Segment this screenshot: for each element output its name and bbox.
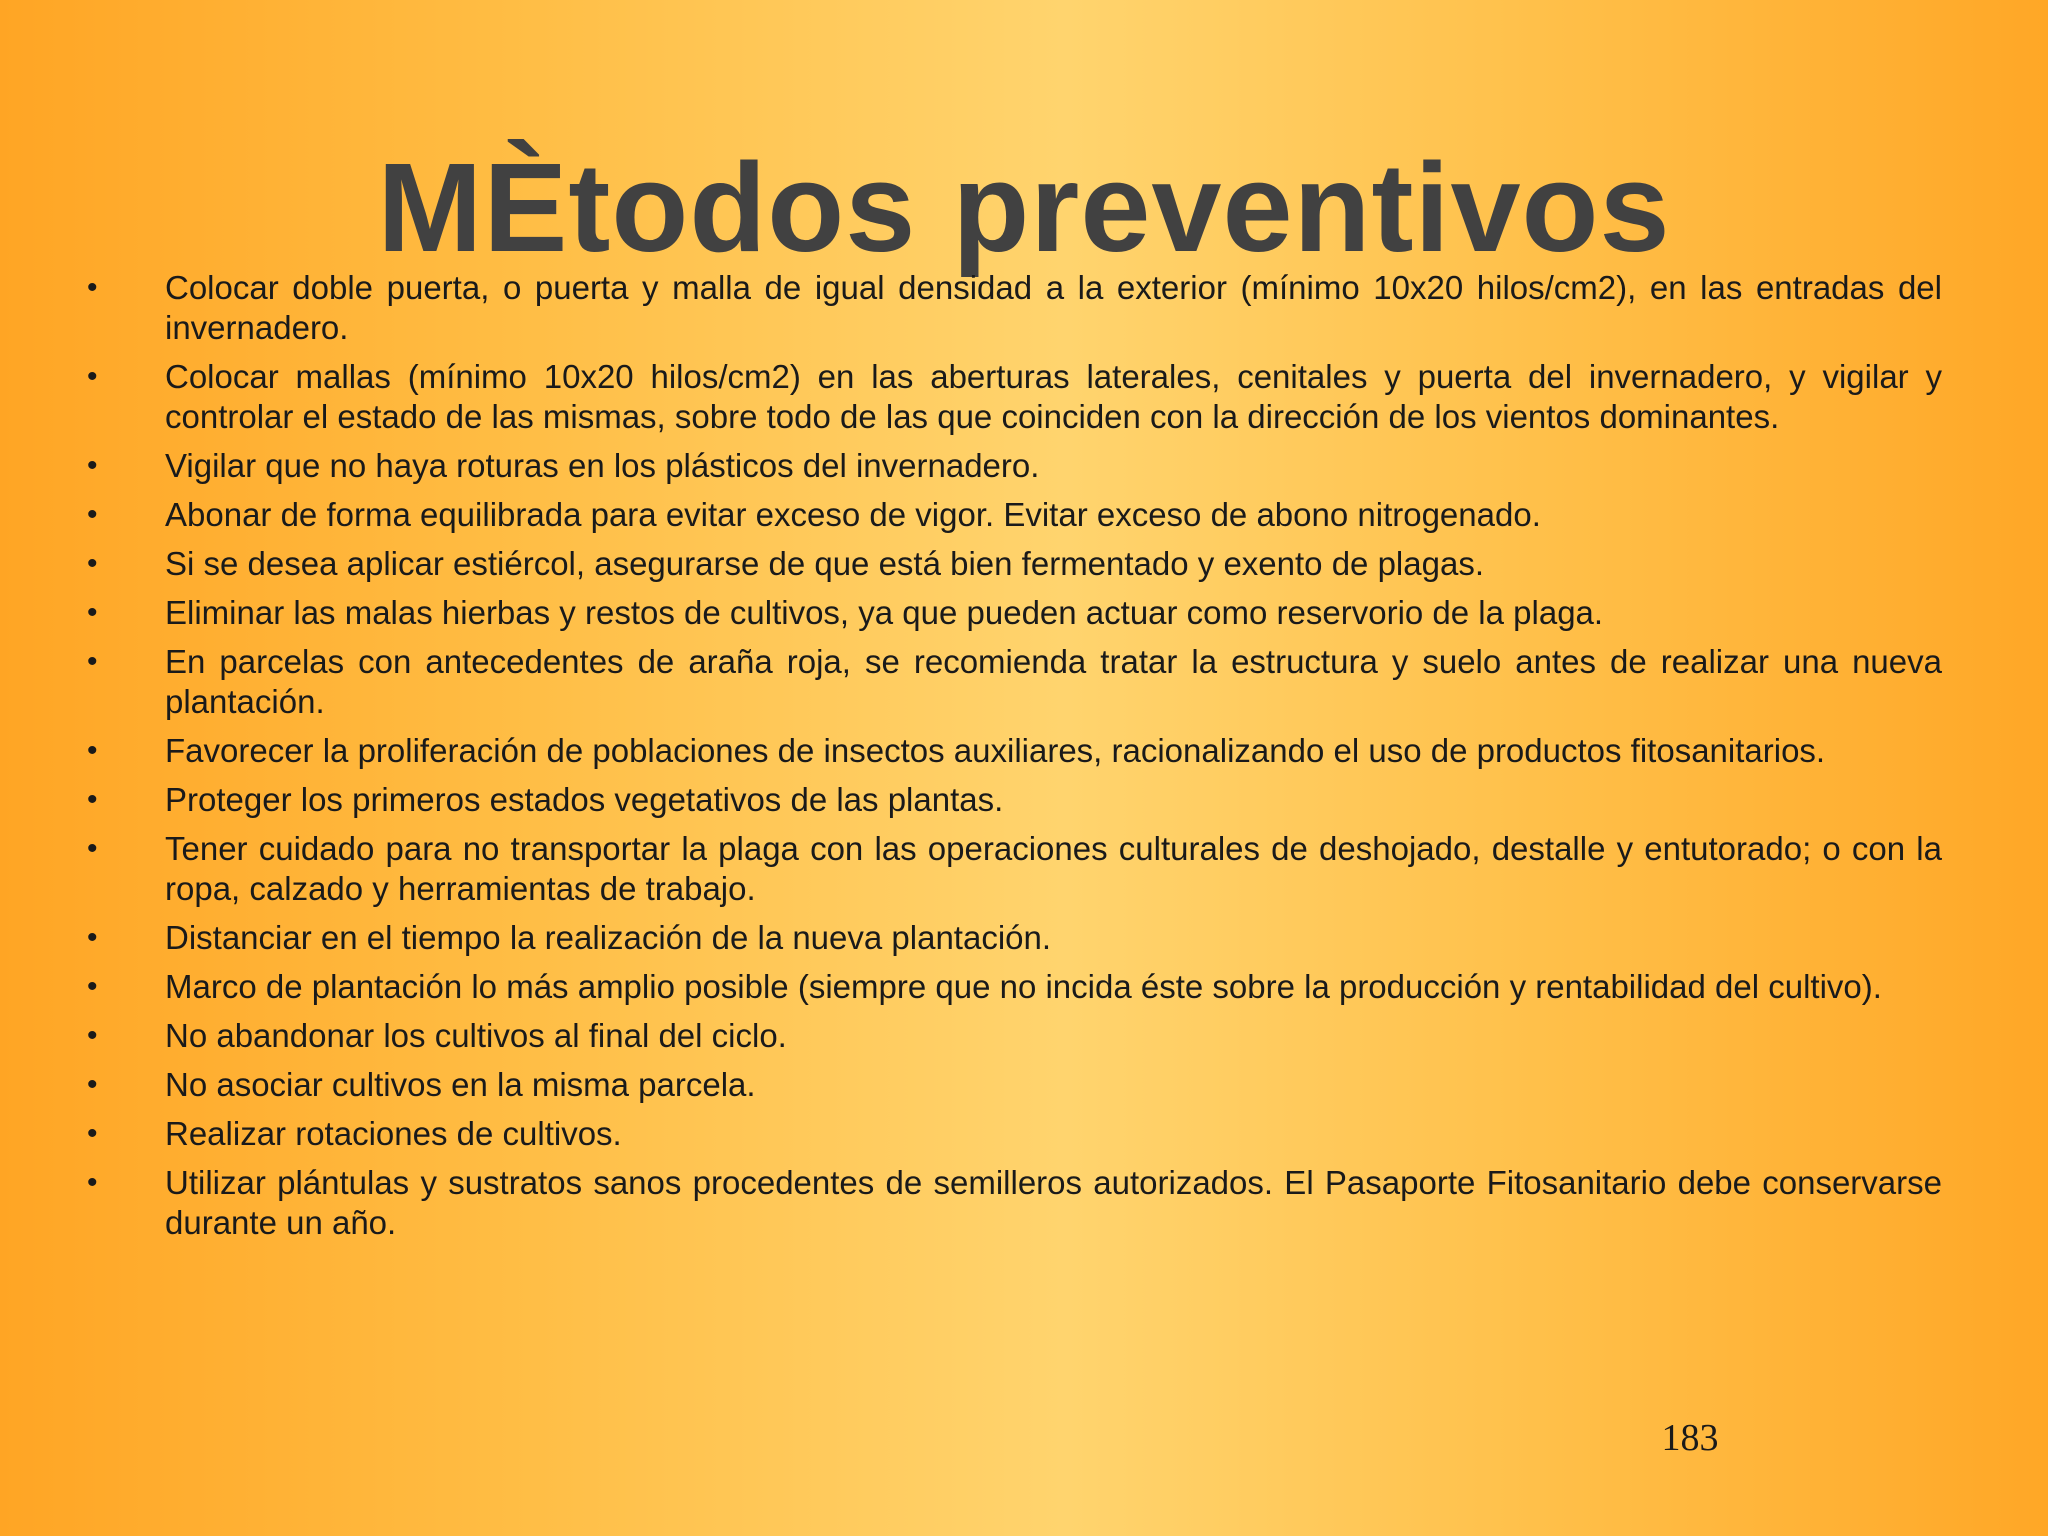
list-item [0, 268, 2048, 348]
bullet-icon: • [87, 1019, 98, 1052]
bullet-icon: • [87, 547, 98, 580]
bullet-icon: • [87, 832, 98, 865]
bullet-icon: • [87, 645, 98, 678]
bullet-icon: • [87, 921, 98, 954]
list-item-text: No abandonar los cultivos al final del ciclo. [165, 1017, 787, 1054]
list-item [0, 918, 2048, 958]
list-item [0, 642, 2048, 722]
slide-title: MÈtodos preventivos [377, 137, 1671, 278]
list-item [0, 1114, 2048, 1154]
list-item-text: Si se desea aplicar estiércol, asegurarse de que está bien fermentado y exento de plagas. [165, 545, 1484, 582]
bullet-icon: • [87, 498, 98, 531]
bullet-icon: • [87, 449, 98, 482]
bullet-icon: • [87, 1068, 98, 1101]
list-item-text: Abonar de forma equilibrada para evitar exceso de vigor. Evitar exceso de abono nitrogenado. [165, 496, 1541, 533]
list-item-text: En parcelas con antecedentes de araña roja, se recomienda tratar la estructura y suelo antes de realizar una nueva plantación. [165, 643, 1942, 720]
bullet-icon: • [87, 734, 98, 767]
list-item-text: Marco de plantación lo más amplio posible (siempre que no incida éste sobre la producción y rentabilidad del cultivo). [165, 968, 1882, 1005]
list-item-text: Colocar doble puerta, o puerta y malla de igual densidad a la exterior (mínimo 10x20 hilos/cm2), en las entradas del invernadero. [165, 269, 1942, 346]
list-item [0, 829, 2048, 909]
bullet-icon: • [87, 360, 98, 393]
list-item [0, 544, 2048, 584]
list-item [0, 1065, 2048, 1105]
list-item-text: Vigilar que no haya roturas en los plásticos del invernadero. [165, 447, 1040, 484]
bullet-list [0, 268, 2048, 1252]
list-item-text: Proteger los primeros estados vegetativos de las plantas. [165, 781, 1004, 818]
list-item-text: Realizar rotaciones de cultivos. [165, 1115, 622, 1152]
list-item [0, 495, 2048, 535]
list-item [0, 780, 2048, 820]
page-number: 183 [1661, 1417, 1719, 1459]
list-item-text: No asociar cultivos en la misma parcela. [165, 1066, 756, 1103]
bullet-icon: • [87, 1117, 98, 1150]
bullet-icon: • [87, 1166, 98, 1199]
list-item-text: Distanciar en el tiempo la realización de la nueva plantación. [165, 919, 1052, 956]
bullet-icon: • [87, 596, 98, 629]
list-item-text: Utilizar plántulas y sustratos sanos procedentes de semilleros autorizados. El Pasaporte Fitosanitario debe conservarse durante un año. [165, 1164, 1942, 1241]
list-item-text: Favorecer la proliferación de poblaciones de insectos auxiliares, racionalizando el uso de productos fitosanitarios. [165, 732, 1826, 769]
list-item [0, 593, 2048, 633]
list-item [0, 731, 2048, 771]
list-item [0, 446, 2048, 486]
list-item-text: Tener cuidado para no transportar la plaga con las operaciones culturales de deshojado, destalle y entutorado; o con la ropa, calzado y herramientas de trabajo. [165, 830, 1942, 907]
bullet-icon: • [87, 970, 98, 1003]
list-item [0, 1016, 2048, 1056]
list-item [0, 1163, 2048, 1243]
list-item-text: Eliminar las malas hierbas y restos de cultivos, ya que pueden actuar como reservorio de la plaga. [165, 594, 1604, 631]
bullet-icon: • [87, 783, 98, 816]
bullet-icon: • [87, 271, 98, 304]
list-item [0, 357, 2048, 437]
list-item [0, 967, 2048, 1007]
list-item-text: Colocar mallas (mínimo 10x20 hilos/cm2) en las aberturas laterales, cenitales y puerta del invernadero, y vigilar y controlar el estado de las mismas, sobre todo de las que coinciden con la dirección de los vientos dominantes. [165, 358, 1942, 435]
